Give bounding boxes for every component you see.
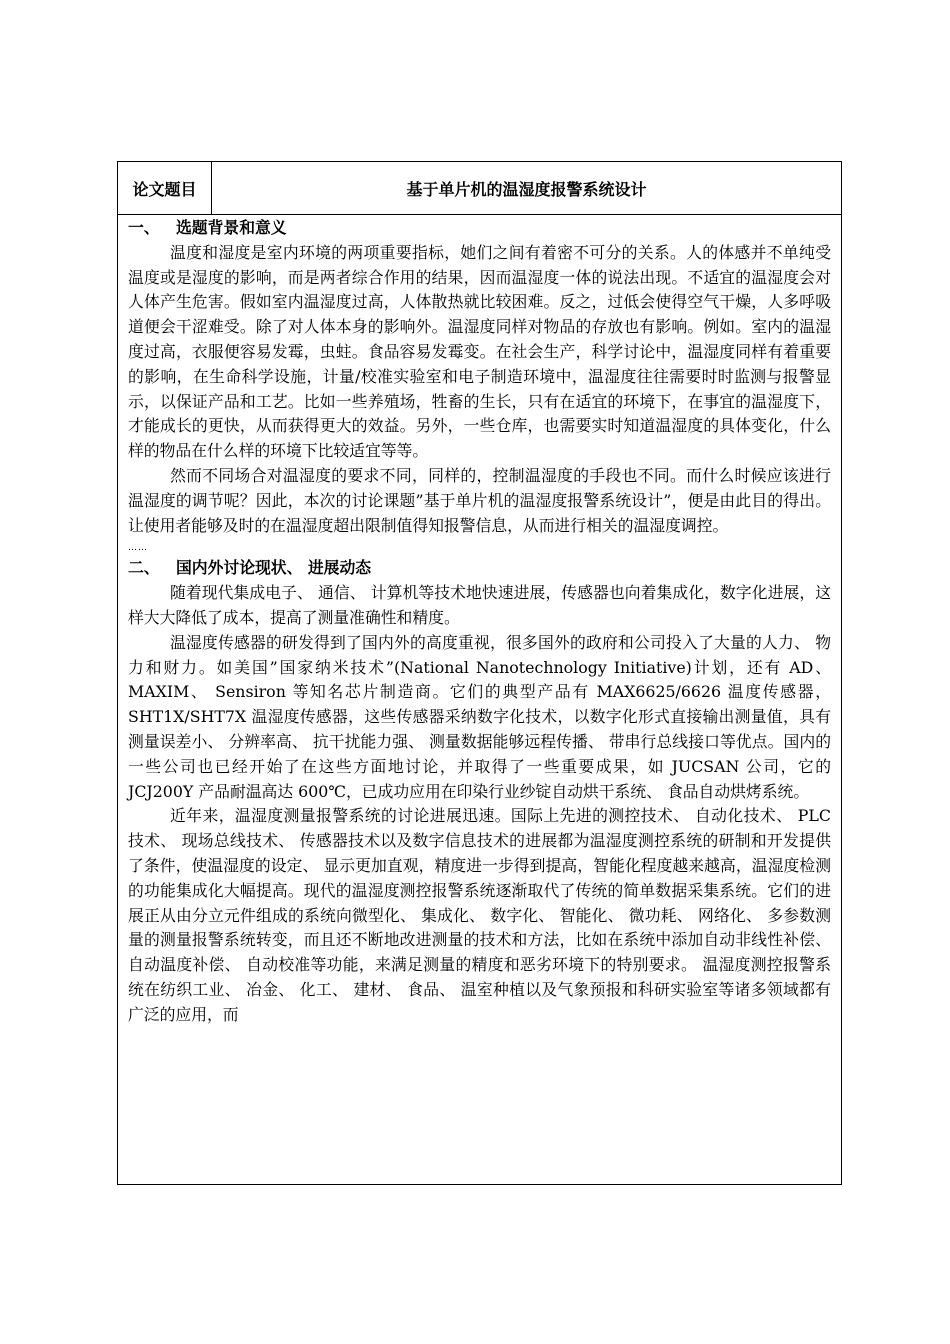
- section-heading-2: [128, 556, 831, 581]
- section-title: 国内外讨论现状、 进展动态: [176, 558, 372, 578]
- section-number: 二、: [128, 558, 160, 578]
- section-heading-1: [128, 216, 831, 241]
- paragraph: 然而不同场合对温湿度的要求不同，同样的，控制温湿度的手段也不同。而什么时候应该进行温湿度的调节呢？因此，本次的讨论课题”基于单片机的温湿度报警系统设计”，便是由此目的得出。让使用者能够及时的在温湿度超出限制值得知报警信息，从而进行相关的温湿度调控。: [128, 465, 831, 535]
- section-title: 选题背景和意义: [176, 218, 287, 237]
- paragraph: 温湿度传感器的研发得到了国内外的高度重视，很多国外的政府和公司投入了大量的人力、 物力和财力。如美国”国家纳米技术”(National Nanotechnology Initiative)计划，还有 AD、 MAXIM、 Sensiron 等知名芯片制造商。它们的典型产品有 MAX6625/6626 温度传感器， SHT1X/SHT7X 温湿度传感器，这些传感器采纳数字化技术，以数字化形式直接输出测量值，具有测量误差小、 分辨率高、 抗干扰能力强、 测量数据能够远程传播、 带串行总线接口等优点。国内的一些公司也已经开始了在这些方面地讨论，并取得了一些重要成果，如 JUCSAN 公司，它的 JCJ200Y 产品耐温高达 600℃，已成功应用在印染行业纱锭自动烘干系统、 食品自动烘烤系统。: [128, 632, 831, 801]
- thesis-title: 基于单片机的温湿度报警系统设计: [406, 179, 647, 199]
- paragraph: 随着现代集成电子、 通信、 计算机等技术地快速进展，传感器也向着集成化，数字化进展，这样大大降低了成本，提高了测量准确性和精度。: [128, 583, 831, 627]
- thesis-table: [117, 161, 842, 1185]
- title-label: 论文题目: [118, 162, 212, 214]
- section-number: 一、: [128, 218, 160, 237]
- dotted-separator: ……: [128, 543, 148, 554]
- content-cell: [128, 216, 831, 1028]
- paragraph: 近年来，温湿度测量报警系统的讨论进展迅速。国际上先进的测控技术、 自动化技术、 PLC 技术、 现场总线技术、 传感器技术以及数字信息技术的进展都为温湿度测控系统的研制和开发提供了条件，使温湿度的设定、 显示更加直观，精度进一步得到提高，智能化程度越来越高，温湿度检测的功能集成化大幅提高。现代的温湿度测控报警系统逐渐取代了传统的简单数据采集系统。它们的进展正从由分立元件组成的系统向微型化、 集成化、 数字化、 智能化、 微功耗、 网络化、 多参数测量的测量报警系统转变，而且还不断地改进测量的技术和方法，比如在系统中添加自动非线性补偿、 自动温度补偿、 自动校准等功能，来满足测量的精度和恶劣环境下的特别要求。 温湿度测控报警系统在纺织工业、 冶金、 化工、 建材、 食品、 温室种植以及气象预报和科研实验室等诸多领域都有广泛的应用，而: [128, 806, 831, 1024]
- title-row: [118, 162, 841, 215]
- paragraph: 温度和湿度是室内环境的两项重要指标，她们之间有着密不可分的关系。人的体感并不单纯受温度或是湿度的影响，而是两者综合作用的结果，因而温湿度一体的说法出现。不适宜的温湿度会对人体产生危害。假如室内温湿度过高，人体散热就比较困难。反之，过低会使得空气干燥，人多呼吸道便会干涩难受。除了对人体本身的影响外。温湿度同样对物品的存放也有影响。例如。室内的温湿度过高，衣服便容易发霉，虫蛀。食品容易发霉变。在社会生产，科学讨论中，温湿度同样有着重要的影响，在生命科学设施，计量/校准实验室和电子制造环境中，温湿度往往需要时时监测与报警显示，以保证产品和工艺。比如一些养殖场，牲畜的生长，只有在适宜的环境下，在事宜的温湿度下，才能成长的更快，从而获得更大的效益。另外，一些仓库，也需要实时知道温湿度的具体变化，什么样的物品在什么样的环境下比较适宜等等。: [128, 242, 831, 461]
